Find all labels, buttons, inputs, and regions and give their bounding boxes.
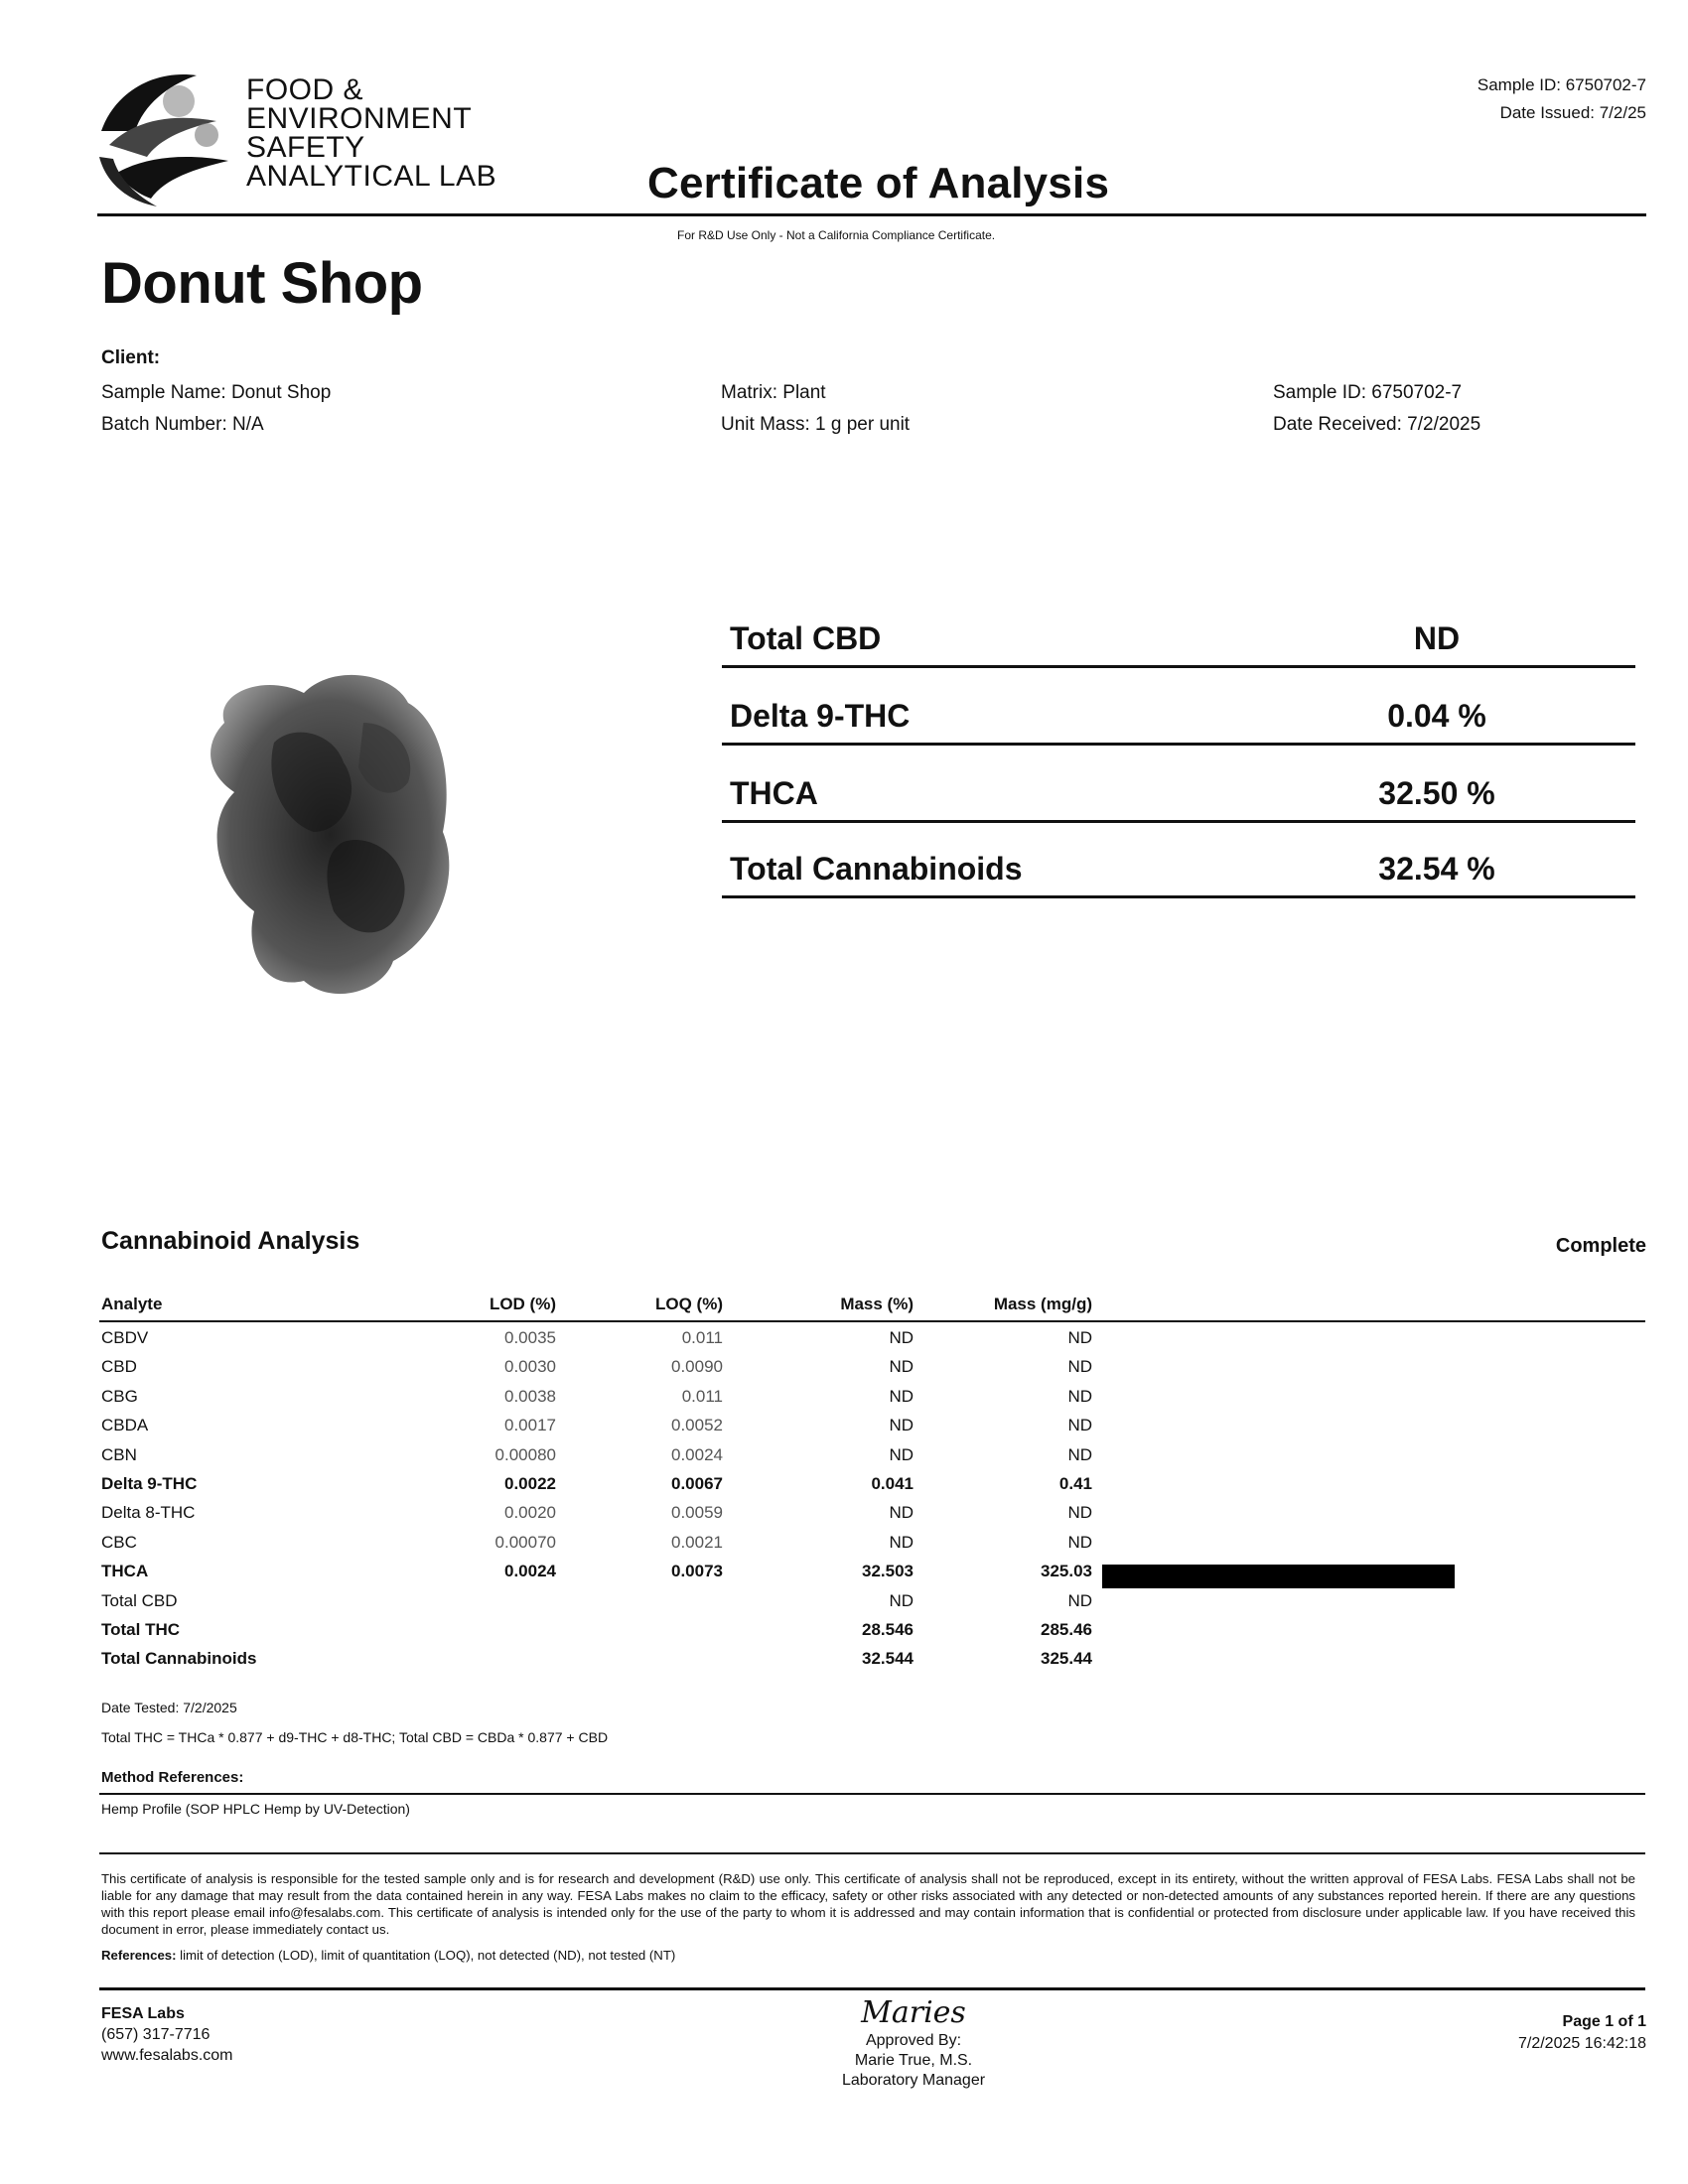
cell-loq: 0.0021	[671, 1532, 723, 1552]
cell-loq: 0.0024	[671, 1444, 723, 1464]
header-lod: LOD (%)	[489, 1295, 556, 1313]
cell-loq: 0.011	[681, 1386, 723, 1406]
cell-mass-pct: ND	[889, 1590, 914, 1610]
cell-mass-pct: ND	[889, 1357, 914, 1377]
header-divider	[97, 213, 1646, 216]
table-row	[0, 1324, 1688, 1353]
cell-loq: 0.0090	[671, 1357, 723, 1377]
batch-number: Batch Number: N/A	[101, 414, 264, 435]
cell-analyte: Total THC	[101, 1620, 181, 1639]
lab-name-line: ENVIRONMENT	[246, 102, 473, 135]
cell-mass-mg: ND	[1067, 1590, 1092, 1610]
company-website: www.fesalabs.com	[101, 2047, 233, 2064]
table-row	[0, 1412, 1688, 1440]
footer-divider	[99, 1987, 1645, 1990]
lab-name	[246, 75, 496, 191]
header-mass-pct: Mass (%)	[840, 1295, 914, 1313]
summary-row	[722, 820, 1635, 898]
summary-name: Delta 9-THC	[730, 698, 911, 734]
cell-loq: 0.0059	[671, 1503, 723, 1523]
cell-analyte: Delta 8-THC	[101, 1503, 196, 1523]
cell-mass-mg: ND	[1067, 1328, 1092, 1347]
client-info-right	[1273, 377, 1480, 441]
cell-mass-mg: 325.03	[1041, 1562, 1092, 1581]
signature: Maries	[861, 1995, 966, 2030]
cell-mass-pct: ND	[889, 1328, 914, 1347]
print-timestamp: 7/2/2025 16:42:18	[1517, 2035, 1646, 2052]
unit-mass: Unit Mass: 1 g per unit	[721, 414, 911, 435]
redaction-bar	[1102, 1565, 1455, 1588]
summary-value: 0.04 %	[1387, 698, 1486, 734]
cell-mass-pct: ND	[889, 1503, 914, 1523]
cell-lod: 0.0030	[504, 1357, 556, 1377]
cell-analyte: Total CBD	[101, 1590, 178, 1610]
cell-lod: 0.0038	[504, 1386, 556, 1406]
cell-analyte: CBD	[101, 1357, 137, 1377]
summary-name: Total Cannabinoids	[730, 851, 1023, 887]
summary-name: THCA	[730, 775, 818, 811]
references	[101, 1948, 675, 1963]
cell-mass-mg: ND	[1067, 1503, 1092, 1523]
cell-mass-pct: ND	[889, 1416, 914, 1435]
cell-mass-mg: ND	[1067, 1357, 1092, 1377]
client-sample-id: Sample ID: 6750702-7	[1273, 382, 1463, 403]
cell-lod: 0.0024	[504, 1562, 556, 1581]
header-mass-mg: Mass (mg/g)	[993, 1295, 1092, 1313]
summary-value: 32.54 %	[1378, 851, 1495, 887]
method-divider	[99, 1793, 1645, 1795]
table-header-divider	[99, 1320, 1645, 1322]
references-text: limit of detection (LOD), limit of quantitation (LOQ), not detected (ND), not tested (NT)	[176, 1948, 676, 1963]
cell-mass-mg: ND	[1067, 1416, 1092, 1435]
cell-analyte: CBG	[101, 1386, 138, 1406]
summary-row	[722, 667, 1635, 746]
analysis-status: Complete	[1555, 1235, 1646, 1257]
cell-loq: 0.0052	[671, 1416, 723, 1435]
cell-mass-pct: ND	[889, 1386, 914, 1406]
company-name: FESA Labs	[101, 2005, 185, 2022]
cell-analyte: CBDV	[101, 1328, 149, 1347]
cell-lod: 0.0035	[504, 1328, 556, 1347]
cell-loq: 0.0067	[671, 1474, 723, 1493]
table-row	[0, 1616, 1688, 1645]
cell-analyte: CBDA	[101, 1416, 149, 1435]
summary-value: ND	[1413, 620, 1461, 656]
cell-analyte: CBN	[101, 1444, 137, 1464]
header-sample-info	[1477, 71, 1646, 127]
cell-lod: 0.00080	[494, 1444, 556, 1464]
cell-mass-mg: ND	[1067, 1532, 1092, 1552]
cell-mass-pct: ND	[889, 1444, 914, 1464]
client-info-left	[101, 377, 331, 441]
table-row	[0, 1587, 1688, 1616]
approved-by-label: Approved By:	[865, 2032, 962, 2049]
table-row	[0, 1441, 1688, 1470]
approver-name: Marie True, M.S.	[854, 2052, 973, 2069]
cell-analyte: CBC	[101, 1532, 137, 1552]
footer-company	[101, 2003, 233, 2066]
footer-page-info	[1518, 2011, 1646, 2055]
cell-mass-mg: ND	[1067, 1386, 1092, 1406]
company-phone: (657) 317-7716	[101, 2026, 211, 2043]
cell-lod: 0.00070	[494, 1532, 556, 1552]
lab-name-line: ANALYTICAL LAB	[246, 160, 497, 193]
header-analyte: Analyte	[101, 1295, 163, 1313]
method-reference: Hemp Profile (SOP HPLC Hemp by UV-Detection)	[101, 1801, 410, 1817]
approver-title: Laboratory Manager	[841, 2072, 986, 2089]
table-row	[0, 1383, 1688, 1412]
summary-name: Total CBD	[730, 620, 882, 656]
table-row	[0, 1499, 1688, 1528]
header-date-issued: Date Issued: 7/2/25	[1499, 103, 1646, 122]
compliance-disclaimer: For R&D Use Only - Not a California Compliance Certificate.	[677, 228, 996, 242]
cell-lod: 0.0017	[504, 1416, 556, 1435]
cell-mass-pct: 28.546	[862, 1620, 914, 1639]
lab-name-line: SAFETY	[246, 131, 365, 164]
cell-lod: 0.0022	[504, 1474, 556, 1493]
cell-analyte: Delta 9-THC	[101, 1474, 198, 1493]
header-sample-id: Sample ID: 6750702-7	[1477, 75, 1646, 94]
date-received: Date Received: 7/2/2025	[1273, 414, 1481, 435]
summary-row	[722, 745, 1635, 823]
client-info-middle	[721, 377, 910, 441]
product-name: Donut Shop	[101, 251, 423, 316]
analysis-title: Cannabinoid Analysis	[101, 1227, 360, 1255]
date-tested: Date Tested: 7/2/2025	[101, 1700, 237, 1715]
cell-mass-mg: ND	[1067, 1444, 1092, 1464]
cell-loq: 0.0073	[671, 1562, 723, 1581]
page-number: Page 1 of 1	[1562, 2013, 1646, 2030]
cell-loq: 0.011	[681, 1328, 723, 1347]
cell-lod: 0.0020	[504, 1503, 556, 1523]
table-row	[0, 1529, 1688, 1558]
cell-mass-pct: 32.503	[862, 1562, 914, 1581]
cell-mass-mg: 285.46	[1041, 1620, 1092, 1639]
cell-mass-pct: ND	[889, 1532, 914, 1552]
cell-mass-mg: 325.44	[1041, 1649, 1092, 1669]
matrix: Matrix: Plant	[721, 382, 826, 403]
lab-name-line: FOOD &	[246, 73, 364, 106]
header-loq: LOQ (%)	[655, 1295, 723, 1313]
page-title: Certificate of Analysis	[647, 159, 1110, 207]
table-row	[0, 1645, 1688, 1674]
sample-image	[195, 663, 469, 1009]
method-references-label: Method References:	[101, 1769, 244, 1786]
client-label: Client:	[101, 347, 161, 368]
table-row	[0, 1353, 1688, 1382]
sample-name: Sample Name: Donut Shop	[101, 382, 332, 403]
cell-mass-pct: 32.544	[862, 1649, 914, 1669]
cell-mass-pct: 0.041	[871, 1474, 914, 1493]
summary-row	[722, 590, 1635, 668]
legal-divider	[99, 1852, 1645, 1854]
table-row	[0, 1470, 1688, 1499]
legal-disclaimer: This certificate of analysis is responsible for the tested sample only and is for research and development (R&D) use only. This certificate of analysis shall not be reproduced, except in its entirety, without the written approval of FESA Labs. FESA Labs shall not be liable for any damage that may result from the data contained herein in any way. FESA Labs makes no claim to the efficacy, safety or other risks associated with any detected or non-detected amounts of any substances reported herein. If there are any questions with this report please email info@fesalabs.com. This certificate of analysis is intended only for the use of the party to whom it is addressed and may contain information that is confidential or protected from disclosure under applicable law. If you have received this document in error, please immediately contact us.	[101, 1871, 1635, 1937]
cell-analyte: Total Cannabinoids	[101, 1649, 257, 1669]
total-formula: Total THC = THCa * 0.877 + d9-THC + d8-THC; Total CBD = CBDa * 0.877 + CBD	[101, 1729, 609, 1745]
references-label: References:	[101, 1948, 177, 1963]
cell-analyte: THCA	[101, 1562, 149, 1581]
cell-mass-mg: 0.41	[1058, 1474, 1092, 1493]
lab-logo	[95, 62, 234, 208]
footer-approval	[755, 1995, 1072, 2091]
summary-value: 32.50 %	[1378, 775, 1495, 811]
